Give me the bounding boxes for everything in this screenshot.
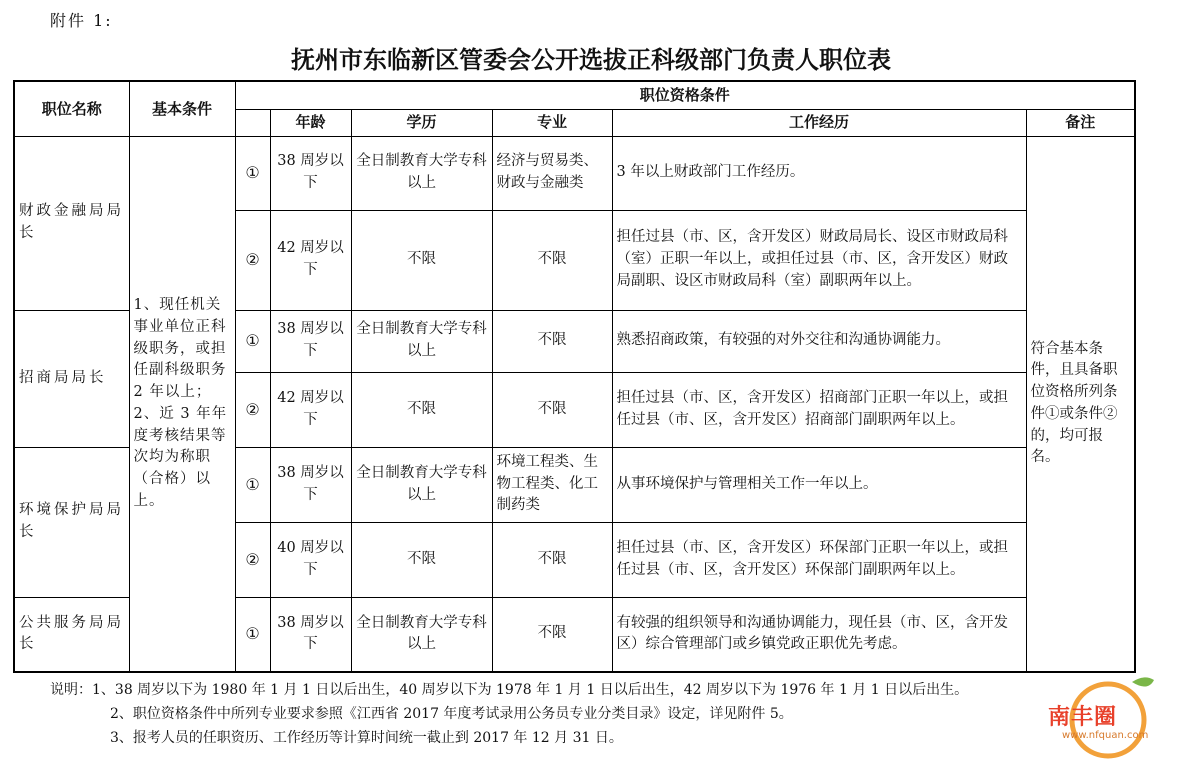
note-3: 3、报考人员的任职资历、工作经历等计算时间统一截止到 2017 年 12 月 31 日。 (110, 730, 623, 746)
age-cell: 38 周岁以下 (270, 597, 351, 672)
watermark-text: 南丰圈 (1048, 705, 1118, 730)
major-cell: 不限 (492, 210, 612, 310)
education-cell: 不限 (351, 522, 492, 597)
education-cell: 不限 (351, 210, 492, 310)
document-title: 抚州市东临新区管委会公开选拔正科级部门负责人职位表 (291, 46, 891, 74)
experience-cell: 3 年以上财政部门工作经历。 (612, 136, 1026, 210)
age-cell: 38 周岁以下 (270, 310, 351, 372)
age-cell: 38 周岁以下 (270, 136, 351, 210)
note-1: 说明：1、38 周岁以下为 1980 年 1 月 1 日以后出生，40 周岁以下为 1978 年 1 月 1 日以后出生，42 周岁以下为 1976 年 1 月 1 日以后出生。 (50, 682, 969, 698)
position-table (13, 80, 1136, 673)
major-cell: 环境工程类、生物工程类、化工制药类 (492, 447, 612, 522)
condition-mark: ① (235, 597, 270, 672)
age-cell: 38 周岁以下 (270, 447, 351, 522)
condition-mark: ② (235, 210, 270, 310)
watermark-url: www.nfquan.com (1062, 730, 1149, 741)
position-name: 招商局局长 (14, 310, 129, 447)
experience-cell: 熟悉招商政策，有较强的对外交往和沟通协调能力。 (612, 310, 1026, 372)
basic-conditions: 1、现任机关事业单位正科级职务，或担任副科级职务 2 年以上； 2、近 3 年年度考核结果等次均为称职（合格）以上。 (129, 136, 235, 672)
condition-mark: ② (235, 522, 270, 597)
education-cell: 全日制教育大学专科以上 (351, 597, 492, 672)
remark-cell: 符合基本条件，且具备职位资格所列条件①或条件②的，均可报名。 (1026, 136, 1135, 672)
major-cell: 不限 (492, 597, 612, 672)
condition-mark: ② (235, 372, 270, 447)
major-cell: 不限 (492, 522, 612, 597)
header-basic: 基本条件 (129, 81, 235, 136)
education-cell: 全日制教育大学专科以上 (351, 310, 492, 372)
header-mark-blank (235, 109, 270, 136)
age-cell: 42 周岁以下 (270, 210, 351, 310)
condition-mark: ① (235, 136, 270, 210)
header-qualification: 职位资格条件 (235, 81, 1135, 109)
header-education: 学历 (351, 109, 492, 136)
major-cell: 不限 (492, 372, 612, 447)
position-name: 财政金融局局长 (14, 136, 129, 310)
education-cell: 全日制教育大学专科以上 (351, 447, 492, 522)
age-cell: 42 周岁以下 (270, 372, 351, 447)
experience-cell: 有较强的组织领导和沟通协调能力，现任县（市、区，含开发区）综合管理部门或乡镇党政正职优先考虑。 (612, 597, 1026, 672)
experience-cell: 从事环境保护与管理相关工作一年以上。 (612, 447, 1026, 522)
condition-mark: ① (235, 310, 270, 372)
header-major: 专业 (492, 109, 612, 136)
header-position: 职位名称 (14, 81, 129, 136)
header-age: 年龄 (270, 109, 351, 136)
table-row (14, 136, 1135, 210)
experience-cell: 担任过县（市、区，含开发区）财政局局长、设区市财政局科（室）正职一年以上，或担任过县（市、区，含开发区）财政局副职、设区市财政局科（室）副职两年以上。 (612, 210, 1026, 310)
education-cell: 不限 (351, 372, 492, 447)
header-experience: 工作经历 (612, 109, 1026, 136)
experience-cell: 担任过县（市、区，含开发区）环保部门正职一年以上，或担任过县（市、区，含开发区）环保部门副职两年以上。 (612, 522, 1026, 597)
major-cell: 经济与贸易类、财政与金融类 (492, 136, 612, 210)
note-2: 2、职位资格条件中所列专业要求参照《江西省 2017 年度考试录用公务员专业分类目录》设定，详见附件 5。 (110, 706, 793, 722)
major-cell: 不限 (492, 310, 612, 372)
position-name: 环境保护局局长 (14, 447, 129, 597)
attachment-label: 附件 1: (50, 11, 113, 30)
header-remark: 备注 (1026, 109, 1135, 136)
position-name: 公共服务局局长 (14, 597, 129, 672)
condition-mark: ① (235, 447, 270, 522)
notes (50, 678, 968, 750)
experience-cell: 担任过县（市、区，含开发区）招商部门正职一年以上，或担任过县（市、区，含开发区）招商部门副职两年以上。 (612, 372, 1026, 447)
education-cell: 全日制教育大学专科以上 (351, 136, 492, 210)
age-cell: 40 周岁以下 (270, 522, 351, 597)
